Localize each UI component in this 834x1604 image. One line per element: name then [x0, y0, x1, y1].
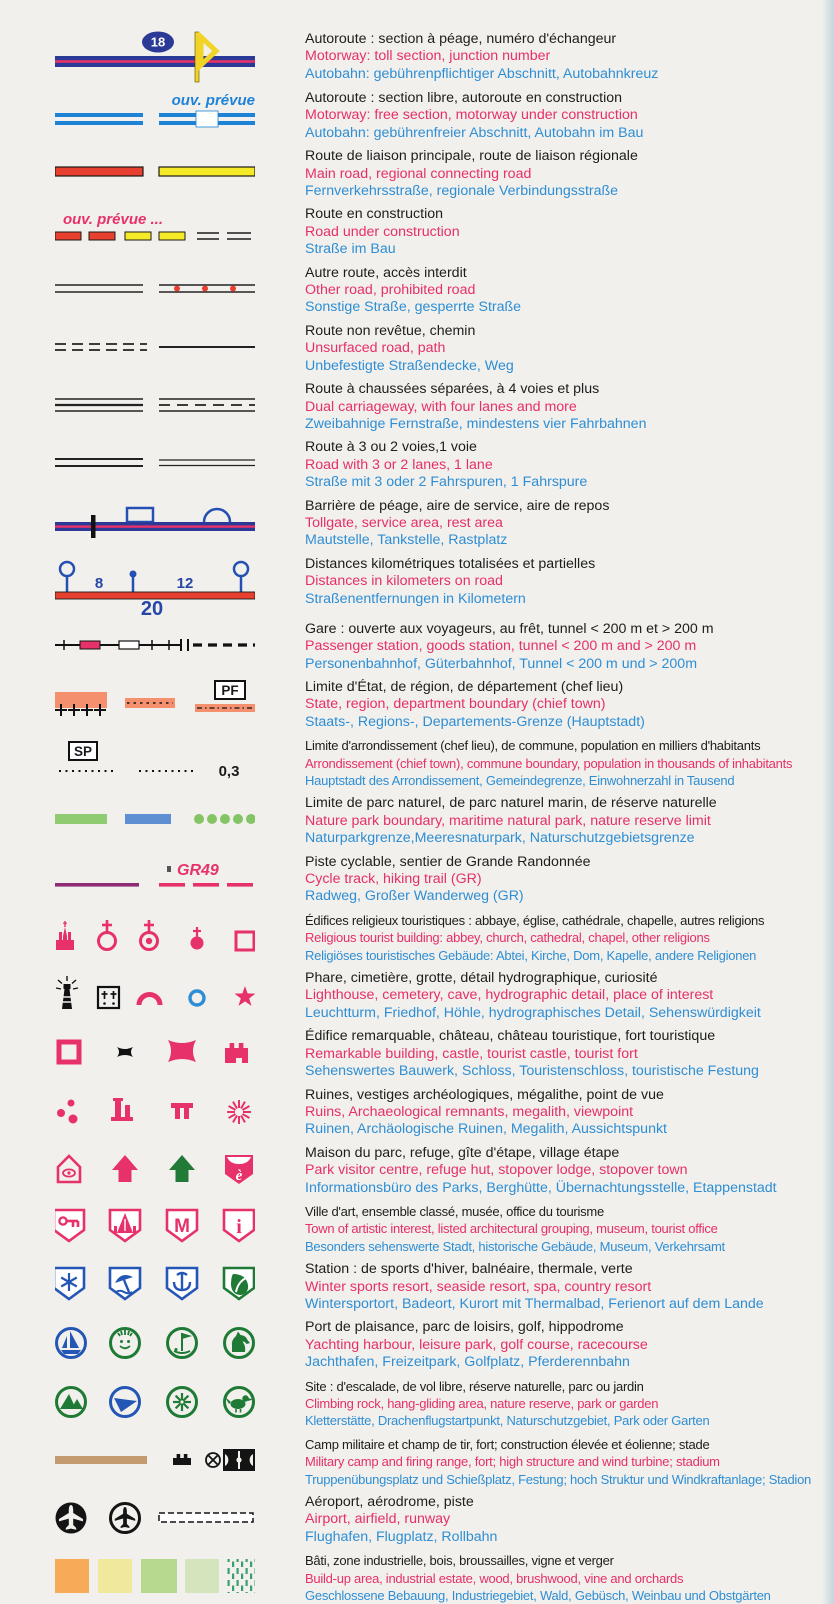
- stadium-icon: [223, 1449, 255, 1471]
- label-fr: Autoroute : section à péage, numéro d'échangeur: [305, 31, 617, 47]
- town-shield-icons: [55, 1207, 255, 1247]
- tourist-fort-icon: [225, 1043, 248, 1063]
- hydrographic-icon: [190, 991, 204, 1005]
- label-de: Fernverkehrsstraße, regionale Verbindungsstraße: [305, 183, 619, 200]
- label-en: Motorway: toll section, junction number: [305, 48, 551, 65]
- nature-reserve-icon: [168, 1387, 197, 1416]
- chapel-icon: [191, 927, 204, 950]
- label-fr: Ruines, vestiges archéologiques, mégalithe, point de vue: [305, 1086, 664, 1103]
- label-de: Zweibahnige Fernstraße, mindestens vier Fahrbahnen: [305, 415, 647, 432]
- opening-planned-note: ouv. prévue: [171, 93, 255, 109]
- tollgate-symbol: [55, 497, 255, 547]
- road-construction-symbol: [55, 205, 255, 255]
- stopover-lodge-icon: [169, 1155, 195, 1182]
- brushwood-swatch: [185, 1559, 219, 1593]
- label-fr: Gare : ouverte aux voyageurs, au frêt, tunnel < 200 m et > 200 m: [305, 620, 714, 637]
- tunnel-short-icon: [181, 639, 188, 651]
- label-de: Straße im Bau: [305, 241, 396, 258]
- archaeological-icon: [111, 1098, 133, 1121]
- label-de: Straßenentfernungen in Kilometern: [305, 590, 526, 607]
- leisure-row-symbols: [55, 1318, 255, 1368]
- legend-row-state-boundary: [55, 678, 834, 731]
- sites-row-symbols: [55, 1377, 255, 1427]
- winter-sports-shield-icon: [55, 1268, 84, 1299]
- landuse-swatches: [55, 1555, 255, 1597]
- label-fr: Route de liaison principale, route de liaison régionale: [305, 148, 638, 165]
- label-en: Lighthouse, cemetery, cave, hydrographic detail, place of interest: [305, 987, 714, 1004]
- dual-carriageway-symbol: [55, 380, 255, 430]
- hiker-icon: [167, 866, 171, 872]
- listed-grouping-shield-icon: [110, 1210, 140, 1241]
- label-de: Mautstelle, Tankstelle, Rastplatz: [305, 532, 508, 549]
- label-fr: Piste cyclable, sentier de Grande Randonnée: [305, 853, 591, 870]
- museum-shield-icon: [167, 1210, 197, 1241]
- military-camp-band: [55, 1456, 147, 1464]
- label-fr: Limite d'État, de région, de département (chef lieu): [305, 678, 624, 695]
- legend-row-religious: [55, 911, 834, 964]
- country-resort-shield-icon: [224, 1268, 254, 1299]
- label-fr: Ville d'art, ensemble classé, musée, office du tourisme: [305, 1203, 604, 1219]
- resort-shield-icons: [55, 1265, 255, 1305]
- station-symbol: [55, 620, 255, 670]
- label-de: Besonders sehenswerte Stadt, historische Gebäude, Museum, Verkehrsamt: [305, 1238, 725, 1254]
- label-de: Staats-, Regions-, Departements-Grenze (Hauptstadt): [305, 713, 645, 730]
- castle-row-symbols: [55, 1027, 255, 1077]
- park-garden-icon: [225, 1387, 254, 1416]
- service-area-icon: [127, 508, 153, 522]
- arrondissement-symbol: [55, 736, 255, 786]
- road-construction-icon: [55, 212, 255, 248]
- castle-icons: [55, 1035, 255, 1069]
- lodging-icons: [55, 1151, 255, 1187]
- label-en: Religious tourist building: abbey, church, cathedral, chapel, other religions: [305, 930, 710, 946]
- other-road-icon: [55, 282, 255, 296]
- park-boundary-icon: [55, 811, 255, 827]
- vine-orchard-swatch: [227, 1559, 255, 1593]
- label-en: Nature park boundary, maritime natural park, nature reserve limit: [305, 812, 711, 829]
- label-de: Autobahn: gebührenpflichtiger Abschnitt, Autobahnkreuz: [305, 65, 659, 82]
- label-en: Park visitor centre, refuge hut, stopover lodge, stopover town: [305, 1162, 688, 1179]
- place-of-interest-star-icon: [235, 986, 256, 1006]
- main-road-icon: [55, 165, 255, 179]
- legend-row-resorts: [55, 1260, 834, 1313]
- label-fr: Limite de parc naturel, de parc naturel marin, de réserve naturelle: [305, 795, 717, 812]
- airfield-icon: [111, 1504, 140, 1533]
- motorway-toll-icon: [55, 30, 255, 84]
- label-de: Radweg, Großer Wanderweg (GR): [305, 888, 524, 905]
- military-row-symbols: [55, 1435, 255, 1485]
- label-fr: Station : de sports d'hiver, balnéaire, thermale, verte: [305, 1261, 633, 1278]
- population-value: 0,3: [218, 763, 240, 781]
- legend-row-tollgate: [55, 497, 834, 550]
- airport-icons: [55, 1498, 255, 1538]
- ruins-icon: [57, 1099, 78, 1123]
- tourist-castle-icon: [168, 1040, 196, 1062]
- label-fr: Distances kilométriques totalisées et partielles: [305, 555, 596, 572]
- label-en: Climbing rock, hang-gliding area, nature reserve, park or garden: [305, 1396, 659, 1411]
- castle-icon: [117, 1047, 133, 1057]
- motorway-free-icon: [55, 93, 255, 135]
- legend-row-distances: [55, 555, 834, 615]
- religious-symbols: [55, 911, 255, 961]
- legend-row-military: [55, 1435, 834, 1488]
- fort-icon: [173, 1454, 191, 1465]
- construction-gap: [196, 111, 218, 127]
- label-en: Tollgate, service area, rest area: [305, 514, 503, 531]
- legend-row-motorway-toll: [55, 30, 834, 84]
- label-de: Naturparkgrenze,Meeresnaturpark, Naturschutzgebietsgrenze: [305, 830, 695, 847]
- main-road-symbol: [55, 147, 255, 197]
- label-fr: Camp militaire et champ de tir, fort; construction élevée et éolienne; stade: [305, 1436, 710, 1452]
- legend-row-main-road: [55, 147, 834, 200]
- tollgate-icon: [55, 501, 255, 543]
- legend-row-art-town: [55, 1202, 834, 1255]
- legend-row-road-construction: [55, 205, 834, 258]
- cemetery-icon: [98, 987, 119, 1008]
- label-de: Truppenübungsplatz und Schießplatz, Festung; hoch Struktur und Windkraftanlage; Stadion: [305, 1471, 812, 1487]
- legend-row-remarkable: [55, 1027, 834, 1080]
- commune-boundary-icon: [55, 740, 255, 782]
- partial-distance-right: 12: [176, 574, 194, 592]
- label-fr: Port de plaisance, parc de loisirs, golf, hippodrome: [305, 1319, 624, 1336]
- road-lanes-symbol: [55, 438, 255, 488]
- abbey-icon: [56, 921, 74, 950]
- distances-symbol: [55, 555, 255, 615]
- label-en: Main road, regional connecting road: [305, 165, 532, 182]
- cycle-gr-icon: [55, 862, 255, 894]
- legend-row-unsurfaced: [55, 322, 834, 375]
- label-en: Cycle track, hiking trail (GR): [305, 871, 482, 888]
- label-en: Other road, prohibited road: [305, 282, 476, 299]
- distances-icon: [55, 555, 255, 615]
- site-circle-icons: [55, 1382, 255, 1422]
- label-fr: Édifices religieux touristiques : abbaye, église, cathédrale, chapelle, autres religions: [305, 912, 765, 928]
- legend-row-leisure: [55, 1318, 834, 1371]
- label-de: Unbefestigte Straßendecke, Weg: [305, 357, 514, 374]
- religious-icons: [55, 918, 255, 954]
- racecourse-icon: [225, 1329, 254, 1358]
- viewpoint-icon: [227, 1100, 251, 1124]
- reserve-dots: [194, 814, 255, 824]
- legend-row-dual-carriageway: [55, 380, 834, 433]
- legend-row-park-house: [55, 1144, 834, 1197]
- partial-distance-left: 8: [94, 574, 104, 592]
- opening-planned-note: ouv. prévue ...: [62, 212, 164, 229]
- label-fr: Aéroport, aérodrome, piste: [305, 1494, 474, 1511]
- poi-icons: [55, 975, 255, 1013]
- label-de: Jachthafen, Freizeitpark, Golfplatz, Pferderennbahn: [305, 1354, 630, 1371]
- label-en: Airport, airfield, runway: [305, 1511, 451, 1528]
- ruins-icons: [55, 1093, 255, 1129]
- road-lanes-icon: [55, 456, 255, 470]
- label-en: Passenger station, goods station, tunnel < 200 m and > 200 m: [305, 638, 697, 655]
- dual-carriageway-icon: [55, 396, 255, 414]
- label-fr: Autre route, accès interdit: [305, 264, 467, 281]
- boundary-icon: [55, 680, 255, 726]
- legend-row-motorway-free: [55, 89, 834, 142]
- prefecture-label: PF: [221, 682, 239, 698]
- lighthouse-row-symbols: [55, 969, 255, 1019]
- label-de: Autobahn: gebührenfreier Abschnitt, Autobahn im Bau: [305, 124, 644, 141]
- label-de: Kletterstätte, Drachenflugstartpunkt, Naturschutzgebiet, Park oder Garten: [305, 1413, 710, 1429]
- prohibited-dots: [174, 285, 236, 291]
- builtup-swatch: [55, 1559, 89, 1593]
- label-fr: Édifice remarquable, château, château touristique, fort touristique: [305, 1028, 716, 1045]
- industrial-swatch: [98, 1559, 132, 1593]
- church-icon: [99, 920, 116, 950]
- park-visitor-centre-icon: [58, 1156, 80, 1182]
- label-en: Town of artistic interest, listed architectural grouping, museum, tourist office: [305, 1221, 718, 1237]
- lighthouse-icon: [56, 976, 78, 1009]
- stopover-town-icon: [225, 1155, 253, 1184]
- legend-row-landuse: [55, 1551, 834, 1604]
- label-fr: Barrière de péage, aire de service, aire de repos: [305, 497, 610, 514]
- megalith-icon: [171, 1103, 193, 1119]
- resorts-row-symbols: [55, 1260, 255, 1310]
- legend-row-station: [55, 620, 834, 673]
- tollgate-bar-icon: [91, 515, 96, 538]
- unsurfaced-road-symbol: [55, 322, 255, 372]
- label-en: Build-up area, industrial estate, wood, brushwood, vine and orchards: [305, 1570, 684, 1586]
- label-fr: Autoroute : section libre, autoroute en construction: [305, 90, 623, 106]
- label-fr: Maison du parc, refuge, gîte d'étape, village étape: [305, 1144, 620, 1161]
- hang-gliding-icon: [111, 1387, 140, 1416]
- label-de: Personenbahnhof, Güterbahnhof, Tunnel < 200 m und > 200m: [305, 655, 698, 672]
- label-en: Road with 3 or 2 lanes, 1 lane: [305, 456, 493, 473]
- seaside-shield-icon: [110, 1268, 140, 1299]
- label-en: Ruins, Archaeological remnants, megalith, viewpoint: [305, 1103, 634, 1120]
- tourist-office-shield-icon: [224, 1210, 254, 1241]
- motorway-toll-symbol: [55, 30, 255, 84]
- label-fr: Limite d'arrondissement (chef lieu), de commune, population en milliers d'habitants: [305, 738, 761, 754]
- cycle-track-symbol: [55, 853, 255, 903]
- landuse-row-symbols: [55, 1551, 255, 1601]
- gr-trail-label: GR49: [177, 861, 219, 879]
- label-de: Informationsbüro des Parks, Berghütte, Übernachtungsstelle, Etappenstadt: [305, 1179, 777, 1196]
- label-en: Yachting harbour, leisure park, golf course, racecourse: [305, 1336, 648, 1353]
- legend-row-airport: [55, 1493, 834, 1546]
- label-en: Dual carriageway, with four lanes and more: [305, 398, 577, 415]
- cave-icon: [139, 995, 160, 1006]
- label-en: Unsurfaced road, path: [305, 340, 446, 357]
- label-de: Flughafen, Flugplatz, Rollbahn: [305, 1528, 498, 1545]
- legend-row-arrondissement: [55, 736, 834, 789]
- label-fr: Route à chaussées séparées, à 4 voies et plus: [305, 381, 600, 398]
- junction-number-badge: [142, 32, 174, 53]
- label-en: Distances in kilometers on road: [305, 573, 503, 590]
- refuge-hut-icon: [112, 1155, 138, 1182]
- label-de: Geschlossene Bebauung, Industriegebiet, Wald, Gebüsch, Weinbau und Obstgärten: [305, 1588, 771, 1604]
- label-fr: Site : d'escalade, de vol libre, réserve naturelle, parc ou jardin: [305, 1378, 644, 1394]
- airport-row-symbols: [55, 1493, 255, 1543]
- other-road-symbol: [55, 264, 255, 314]
- label-de: Sehenswertes Bauwerk, Schloss, Touristenschloss, touristische Festung: [305, 1063, 759, 1080]
- leisure-circle-icons: [55, 1323, 255, 1363]
- label-de: Wintersportort, Badeort, Kurort mit Thermalbad, Ferienort auf dem Lande: [305, 1295, 764, 1312]
- gr-dashes: [159, 883, 253, 887]
- runway-icon: [159, 1513, 253, 1522]
- other-religion-icon: [236, 932, 254, 950]
- legend-row-other-road: [55, 264, 834, 317]
- label-de: Ruinen, Archäologische Ruinen, Megalith, Aussichtspunkt: [305, 1121, 667, 1138]
- cathedral-icon: [141, 920, 158, 950]
- label-de: Leuchtturm, Friedhof, Höhle, hydrographisches Detail, Sehenswürdigkeit: [305, 1004, 761, 1021]
- label-en: Military camp and firing range, fort; high structure and wind turbine; stadium: [305, 1454, 720, 1470]
- ruins-row-symbols: [55, 1086, 255, 1136]
- artistic-town-shield-icon: [55, 1210, 84, 1241]
- remarkable-building-icon: [59, 1042, 79, 1062]
- label-en: Arrondissement (chief town), commune boundary, population in thousands of inhabitants: [305, 755, 793, 771]
- rest-area-icon: [204, 509, 230, 522]
- goods-station-icon: [119, 641, 139, 649]
- label-fr: Bâti, zone industrielle, bois, broussailles, vigne et verger: [305, 1553, 614, 1569]
- legend-row-road-lanes: [55, 438, 834, 491]
- label-de: Sonstige Straße, gesperrte Straße: [305, 299, 522, 316]
- motorway-free-symbol: [55, 89, 255, 139]
- label-en: Road under construction: [305, 223, 460, 240]
- passenger-station-icon: [80, 641, 100, 649]
- info-letter: i: [236, 1215, 242, 1238]
- legend-row-ruins: [55, 1086, 834, 1139]
- spa-shield-icon: [167, 1268, 197, 1299]
- art-town-row-symbols: [55, 1202, 255, 1252]
- museum-letter: M: [174, 1215, 190, 1237]
- airport-icon: [56, 1503, 87, 1534]
- legend-row-cycle-track: [55, 853, 834, 906]
- wind-turbine-icon: [206, 1453, 220, 1467]
- label-en: Winter sports resort, seaside resort, spa, country resort: [305, 1278, 652, 1295]
- legend-row-nature-park: [55, 794, 834, 847]
- climbing-icon: [57, 1387, 86, 1416]
- label-fr: Route à 3 ou 2 voies,1 voie: [305, 439, 477, 456]
- wood-swatch: [141, 1559, 177, 1593]
- label-en: Remarkable building, castle, tourist castle, tourist fort: [305, 1045, 638, 1062]
- label-fr: Phare, cimetière, grotte, détail hydrographique, curiosité: [305, 970, 658, 987]
- legend-row-sites: [55, 1377, 834, 1430]
- subprefecture-label: SP: [73, 744, 93, 760]
- total-distance: 20: [140, 597, 164, 615]
- label-fr: Route non revêtue, chemin: [305, 322, 476, 339]
- label-fr: Route en construction: [305, 206, 444, 223]
- park-house-row-symbols: [55, 1144, 255, 1194]
- yachting-harbour-icon: [57, 1329, 86, 1358]
- railway-icon: [55, 637, 255, 653]
- stopover-letter: è: [235, 1167, 243, 1184]
- legend-row-lighthouse: [55, 969, 834, 1022]
- state-boundary-symbol: [55, 678, 255, 728]
- leisure-park-icon: [111, 1329, 140, 1358]
- label-en: Motorway: free section, motorway under construction: [305, 107, 638, 124]
- nature-park-symbol: [55, 794, 255, 844]
- svg-text:18: 18: [150, 34, 166, 50]
- label-de: Straße mit 3 oder 2 Fahrspuren, 1 Fahrspure: [305, 474, 588, 491]
- golf-course-icon: [168, 1329, 197, 1358]
- unsurfaced-road-icon: [55, 340, 255, 354]
- military-icons: [55, 1446, 255, 1474]
- label-en: State, region, department boundary (chief town): [305, 696, 606, 713]
- label-de: Religiöses touristisches Gebäude: Abtei, Kirche, Dom, Kapelle, andere Religionen: [305, 947, 757, 963]
- label-de: Hauptstadt des Arrondissement, Gemeindegrenze, Einwohnerzahl in Tausend: [305, 773, 735, 788]
